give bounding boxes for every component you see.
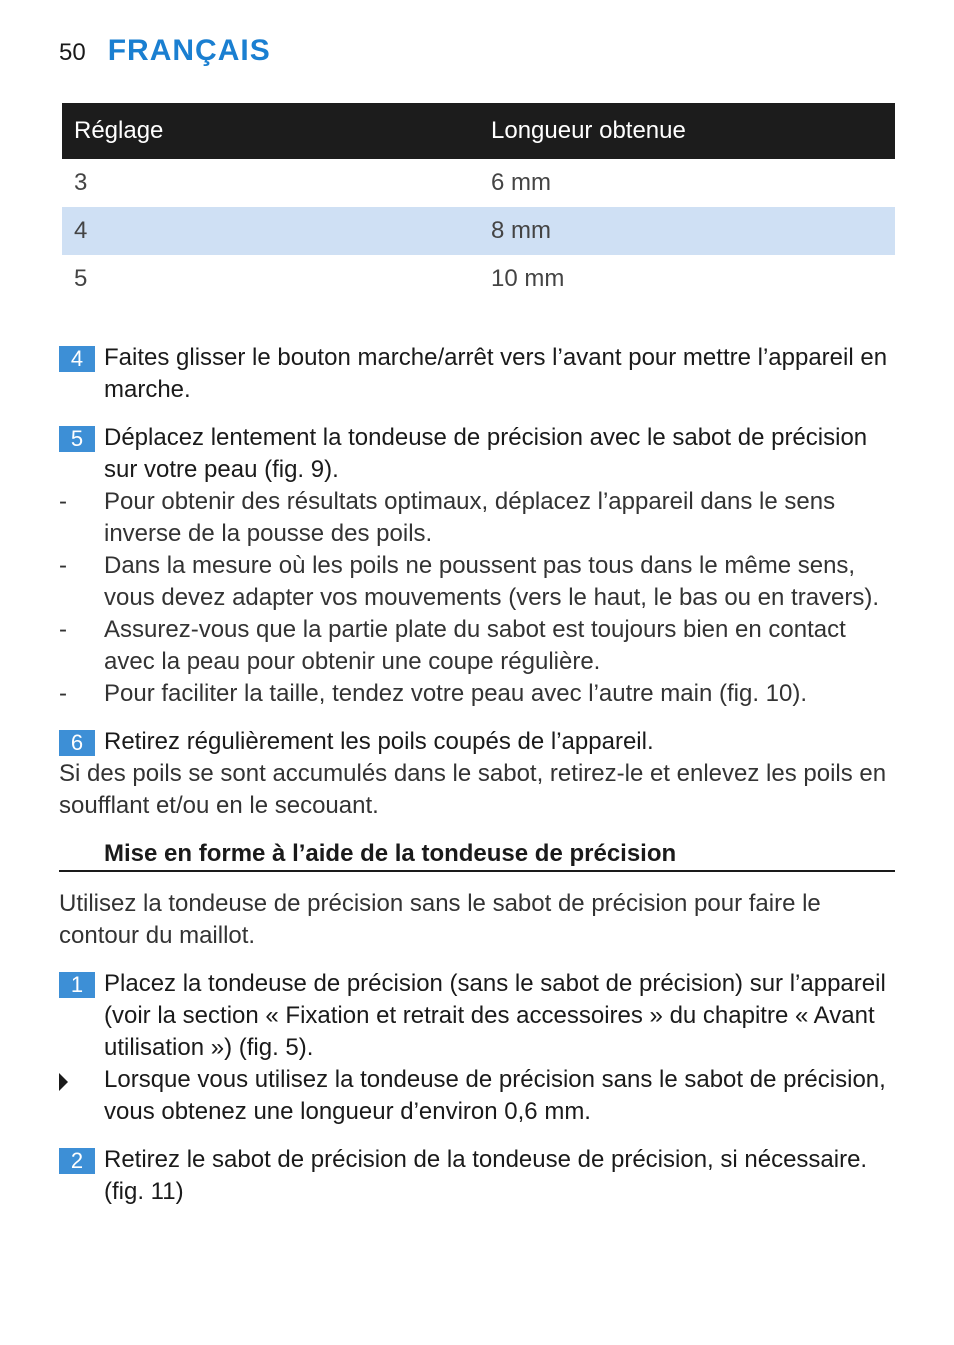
settings-table: [62, 103, 895, 303]
list-item: [59, 550, 895, 614]
step-number-badge: 6: [59, 730, 95, 756]
section-intro: Utilisez la tondeuse de précision sans le sabot de précision pour faire le contour du maillot.: [59, 890, 821, 949]
step-6: [59, 726, 895, 758]
table-cell: 10 mm: [491, 265, 565, 292]
main-content: [59, 342, 895, 1208]
list-item: [59, 678, 895, 710]
result-arrow-icon: [59, 1073, 68, 1091]
result-item: [59, 1064, 895, 1128]
dash-bullet: -: [59, 488, 67, 515]
step-2: [59, 1144, 895, 1208]
table-row: [62, 255, 895, 303]
table-cell: 3: [74, 169, 88, 196]
step-number-badge: 1: [59, 972, 95, 998]
step-4: [59, 342, 895, 406]
step-text: Déplacez lentement la tondeuse de précision avec le sabot de précision sur votre peau (fig. 9).: [104, 424, 868, 483]
dash-bullet: -: [59, 552, 67, 579]
list-item-text: Pour faciliter la taille, tendez votre peau avec l’autre main (fig. 10).: [104, 680, 808, 707]
table-cell: 8 mm: [479, 207, 895, 255]
table-cell: 6 mm: [491, 169, 551, 196]
list-item: [59, 614, 895, 678]
step-5: [59, 422, 895, 486]
column-header-setting: Réglage: [62, 103, 479, 159]
step-text: Placez la tondeuse de précision (sans le sabot de précision) sur l’appareil (voir la section « Fixation et retrait des accessoires » du chapitre « Avant utilisation ») (fig. 5).: [104, 970, 886, 1061]
section-heading: Mise en forme à l’aide de la tondeuse de précision: [59, 838, 895, 872]
step-number-badge: 5: [59, 426, 95, 452]
table-header-row: [62, 103, 895, 159]
table-cell: 5: [74, 265, 88, 292]
step-6-note: Si des poils se sont accumulés dans le sabot, retirez-le et enlevez les poils en soufflant et/ou en le secouant.: [59, 760, 887, 819]
table-cell: 4: [62, 207, 479, 255]
dash-bullet: -: [59, 680, 67, 707]
step-number-badge: 2: [59, 1148, 95, 1174]
list-item-text: Assurez-vous que la partie plate du sabot est toujours bien en contact avec la peau pour obtenir une coupe régulière.: [104, 616, 846, 675]
list-item: [59, 486, 895, 550]
step-text: Retirez régulièrement les poils coupés de l’appareil.: [104, 728, 654, 755]
step-text: Retirez le sabot de précision de la tondeuse de précision, si nécessaire. (fig. 11): [104, 1146, 868, 1205]
page-number: 50: [59, 39, 86, 66]
page-header: [59, 34, 271, 74]
list-item-text: Pour obtenir des résultats optimaux, déplacez l’appareil dans le sens inverse de la pousse des poils.: [104, 488, 836, 547]
table-row: [62, 159, 895, 207]
dash-bullet: -: [59, 616, 67, 643]
step-text: Faites glisser le bouton marche/arrêt vers l’avant pour mettre l’appareil en marche.: [104, 344, 888, 403]
column-header-length: Longueur obtenue: [479, 103, 895, 159]
step-number-badge: 4: [59, 346, 95, 372]
step-1: [59, 968, 895, 1064]
table-row: [62, 207, 895, 255]
language-title: FRANÇAIS: [107, 34, 271, 67]
list-item-text: Dans la mesure où les poils ne poussent pas tous dans le même sens, vous devez adapter vos mouvements (vers le haut, le bas ou en travers).: [104, 552, 880, 611]
result-text: Lorsque vous utilisez la tondeuse de précision sans le sabot de précision, vous obtenez une longueur d’environ 0,6 mm.: [104, 1066, 886, 1125]
